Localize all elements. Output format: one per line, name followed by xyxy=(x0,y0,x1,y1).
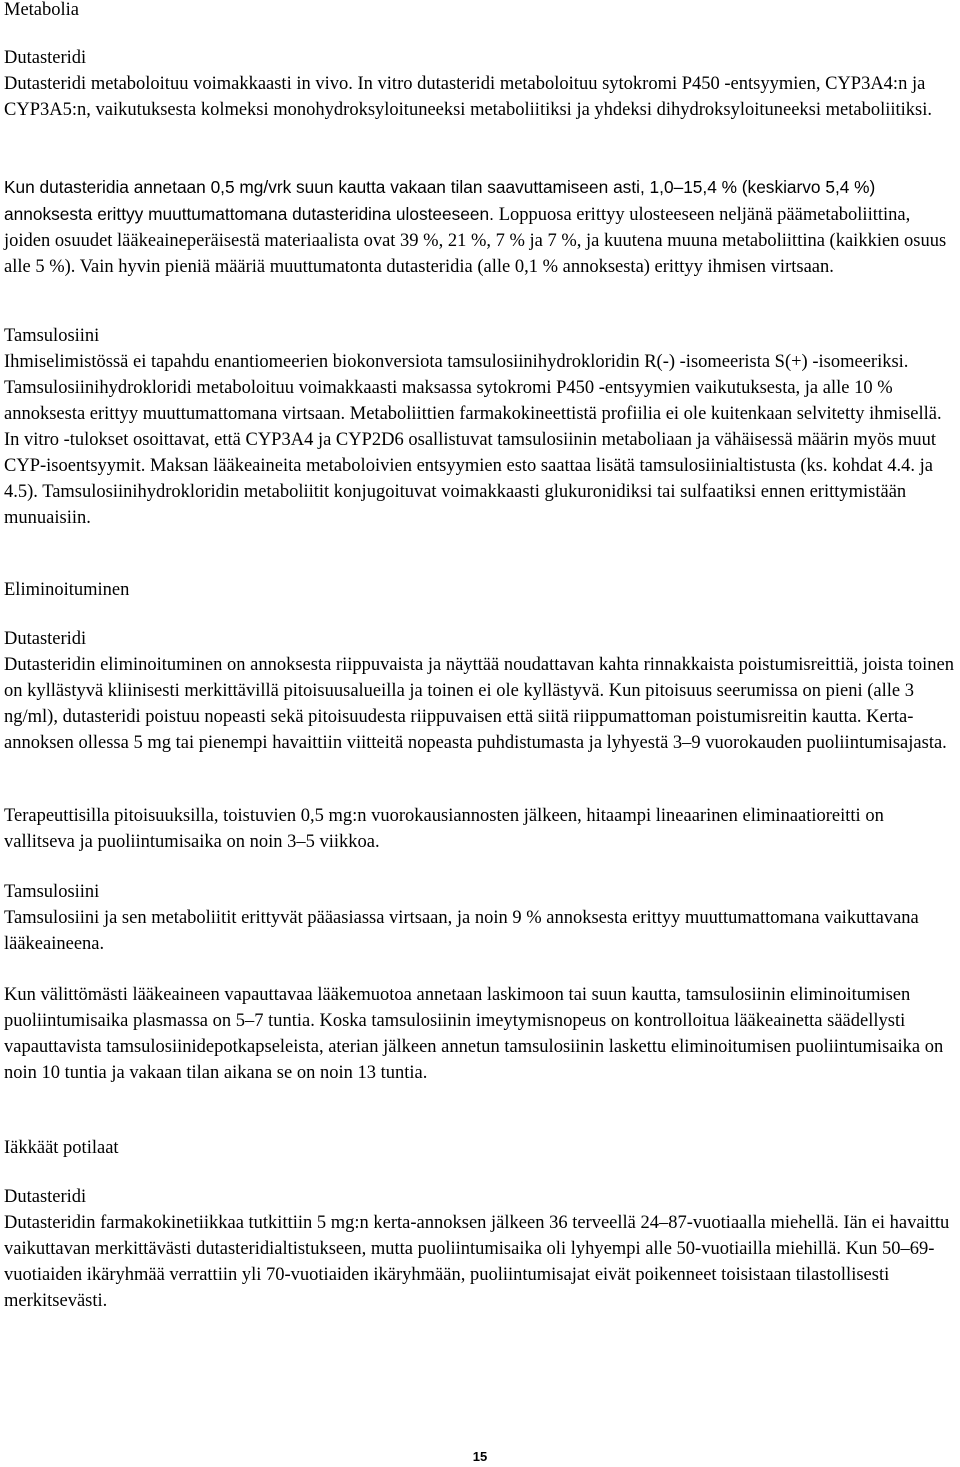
subheading-tamsulosiini: Tamsulosiini xyxy=(4,326,100,346)
sentence: Dutasteridi metaboloituu voimakkaasti in vivo. xyxy=(4,74,358,94)
section-title-metabolia: Metabolia xyxy=(4,0,80,20)
paragraph: Dutasteridin eliminoituminen on annoksesta riippuvaista ja näyttää noudattavan kahta rinnakkaista poistumisreittiä, joista toinen on kyllästyvä kliinisesti merkittävillä pitoisuusalueilla ja toinen ei ole kyllästyvä. Kun pitoisuus seerumissa on pieni (alle 3 ng/ml), dutasteridi poistuu nopeasti sekä pitoisuudesta riippuvaisen että siitä riippumattoman poistumisreitin kautta. Kerta-annoksen ollessa 5 mg tai pienempi havaittiin viitteitä nopeasta puhdistumasta ja lyhyestä 3–9 vuorokauden puoliintumisajasta. xyxy=(4,655,954,753)
subheading-dutasteridi: Dutasteridi xyxy=(4,1187,87,1207)
paragraph xyxy=(4,174,954,280)
paragraph: Ihmiselimistössä ei tapahdu enantiomeerien biokonversiota tamsulosiinihydrokloridin R(-) -isomeerista S(+) -isomeeriksi. Tamsulosiinihydrokloridi metaboloituu voimakkaasti maksassa sytokromi P450 -entsyymien vaikutuksesta, ja alle 10 % annoksesta erittyy muuttumattomana virtsaan. Metaboliittien farmakokineettistä profiilia ei ole kuitenkaan selvitetty ihmisellä. In vitro -tulokset osoittavat, että CYP3A4 ja CYP2D6 osallistuvat tamsulosiinin metaboliaan ja vähäisessä määrin myös muut CYP-isoentsyymit. Maksan lääkeaineita metaboloivien entsyymien esto saattaa lisätä tamsulosiinialtistusta (ks. kohdat 4.4. ja 4.5). Tamsulosiinihydrokloridin metaboliitit konjugoituvat voimakkaasti glukuronidiksi tai sulfaatiksi ennen erittymistään munuaisiin. xyxy=(4,352,942,528)
section-title-iakkaat-potilaat: Iäkkäät potilaat xyxy=(4,1138,119,1158)
sentence: In vitro dutasteridi metaboloituu sytokromi P450 -entsyymien, CYP3A4:n ja CYP3A5:n, vaikutuksesta kolmeksi monohydroksyloituneeksi metaboliitiksi ja yhdeksi dihydroksyloituneeksi metaboliitiksi. xyxy=(4,74,933,120)
sentence: Loppuosa erittyy ulosteeseen neljänä päämetaboliittina, joiden osuudet lääkeaineperäisestä materiaalista ovat 39 %, 21 %, 7 % ja 7 %, ja kuutena muuna metaboliittina (kaikkien osuus alle 5 %). Vain hyvin pieniä määriä muuttumatonta dutasteridia (alle 0,1 % annoksesta) erittyy ihmisen virtsaan. xyxy=(4,205,947,277)
section-title-eliminoituminen: Eliminoituminen xyxy=(4,580,130,600)
paragraph: Terapeuttisilla pitoisuuksilla, toistuvien 0,5 mg:n vuorokausiannosten jälkeen, hitaampi lineaarinen eliminaatioreitti on vallitseva ja puoliintumisaika on noin 3–5 viikkoa. xyxy=(4,806,884,852)
subheading-dutasteridi: Dutasteridi xyxy=(4,48,87,68)
sentence: Kun dutasteridia annetaan 0,5 mg/vrk suun kautta vakaan tilan saavuttamiseen asti, 1,0–15,4 % (keskiarvo 5,4 %) annoksesta erittyy muuttumattomana dutasteridina ulosteeseen. xyxy=(4,177,876,224)
subheading-dutasteridi: Dutasteridi xyxy=(4,629,87,649)
paragraph: Kun välittömästi lääkeaineen vapauttavaa lääkemuotoa annetaan laskimoon tai suun kautta, tamsulosiinin eliminoitumisen puoliintumisaika plasmassa on 5–7 tuntia. Koska tamsulosiinin imeytymisnopeus on kontrolloitua lääkeainetta säädellysti vapauttavista tamsulosiinidepotkapseleista, aterian jälkeen annetun tamsulosiinin laskettu eliminoitumisen puoliintumisaika on noin 10 tuntia ja vakaan tilan aikana se on noin 13 tuntia. xyxy=(4,985,944,1083)
page-number: 15 xyxy=(472,1449,488,1464)
paragraph: Dutasteridin farmakokinetiikkaa tutkittiin 5 mg:n kerta-annoksen jälkeen 36 terveellä 24–87-vuotiaalla miehellä. Iän ei havaittu vaikuttavan merkittävästi dutasteridialtistukseen, mutta puoliintumisaika oli lyhyempi alle 50-vuotiailla miehillä. Kun 50–69-vuotiaiden ikäryhmää verrattiin yli 70-vuotiaiden ikäryhmään, puoliintumisajat eivät poikenneet toisistaan tilastollisesti merkitsevästi. xyxy=(4,1213,950,1311)
subheading-tamsulosiini: Tamsulosiini xyxy=(4,882,100,902)
paragraph xyxy=(4,71,954,123)
paragraph: Tamsulosiini ja sen metaboliitit erittyvät pääasiassa virtsaan, ja noin 9 % annoksesta erittyy muuttumattomana vaikuttavana lääkeaineena. xyxy=(4,908,919,954)
